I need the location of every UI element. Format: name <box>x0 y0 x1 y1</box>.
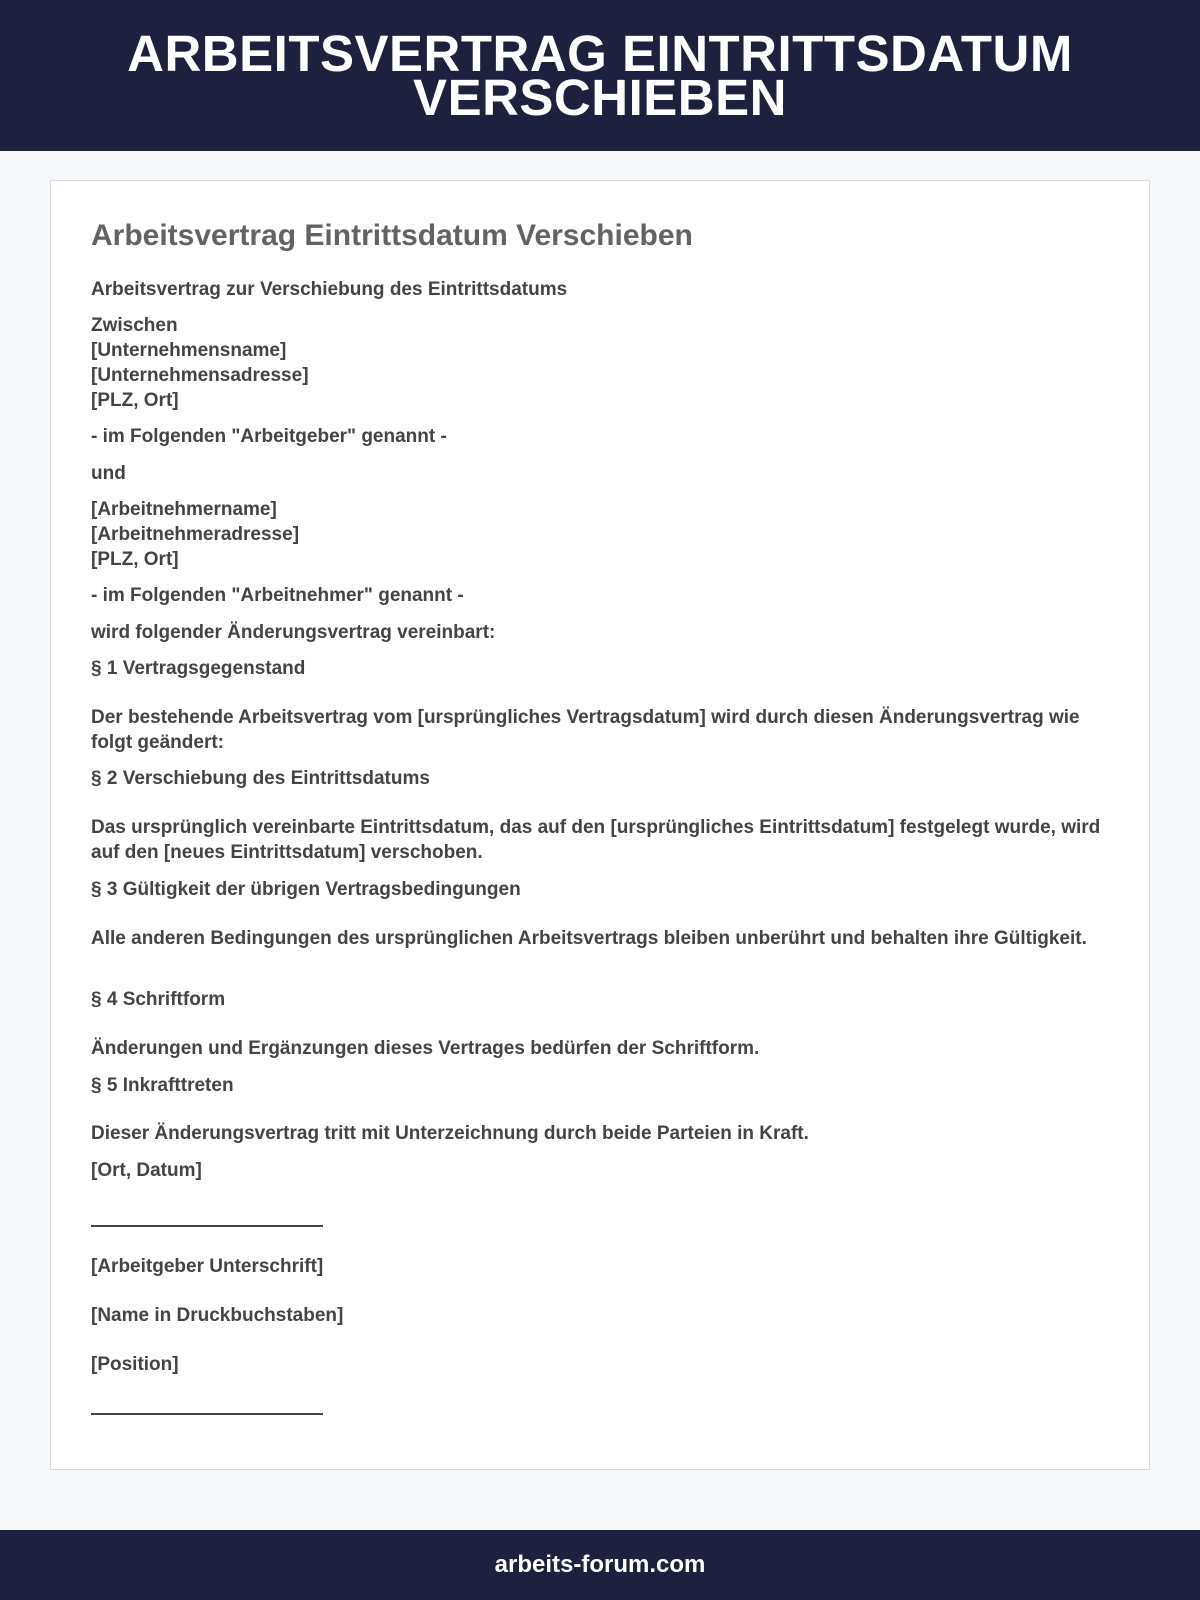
section-1-text: Der bestehende Arbeitsvertrag vom [ursprüngliches Vertragsdatum] wird durch diesen Änderungsvertrag wie folgt geändert: <box>91 707 1080 753</box>
company-name: [Unternehmensname] <box>91 340 287 361</box>
signature-line-bottom <box>91 1413 323 1415</box>
page-header <box>0 0 1200 151</box>
position: [Position] <box>91 1354 179 1375</box>
section-5-heading: § 5 Inkrafttreten <box>91 1075 234 1096</box>
company-address: [Unternehmensadresse] <box>91 365 309 386</box>
employee-note: - im Folgenden "Arbeitnehmer" genannt - <box>91 585 464 606</box>
between-label: Zwischen <box>91 315 178 336</box>
document-subtitle: Arbeitsvertrag zur Verschiebung des Eintrittsdatums <box>91 279 568 300</box>
section-4-text: Änderungen und Ergänzungen dieses Vertrages bedürfen der Schriftform. <box>91 1038 760 1059</box>
company-zip-city: [PLZ, Ort] <box>91 390 179 411</box>
section-2-heading: § 2 Verschiebung des Eintrittsdatums <box>91 768 430 789</box>
agreement-intro: wird folgender Änderungsvertrag vereinbart: <box>91 622 496 643</box>
print-name: [Name in Druckbuchstaben] <box>91 1305 344 1326</box>
document-title: Arbeitsvertrag Eintrittsdatum Verschieben <box>91 219 693 252</box>
employer-signature: [Arbeitgeber Unterschrift] <box>91 1256 324 1277</box>
place-date: [Ort, Datum] <box>91 1160 202 1181</box>
employer-block <box>91 313 1101 413</box>
section-3-text: Alle anderen Bedingungen des ursprünglichen Arbeitsvertrags bleiben unberührt und behalten ihre Gültigkeit. <box>91 928 1087 949</box>
footer-site: arbeits-forum.com <box>494 1551 706 1578</box>
employee-zip-city: [PLZ, Ort] <box>91 549 179 570</box>
section-2-text: Das ursprünglich vereinbarte Eintrittsdatum, das auf den [ursprüngliches Eintrittsdatum] festgelegt wurde, wird auf den [neues Eintrittsdatum] verschoben. <box>91 817 1101 863</box>
section-5-text: Dieser Änderungsvertrag tritt mit Unterzeichnung durch beide Parteien in Kraft. <box>91 1123 809 1144</box>
header-title: ARBEITSVERTRAG EINTRITTSDATUM VERSCHIEBEN <box>127 24 1073 126</box>
document-card <box>50 180 1150 1470</box>
section-3-heading: § 3 Gültigkeit der übrigen Vertragsbedingungen <box>91 879 521 900</box>
and-label: und <box>91 463 126 484</box>
employee-name: [Arbeitnehmername] <box>91 499 277 520</box>
employee-address: [Arbeitnehmeradresse] <box>91 524 300 545</box>
section-1-heading: § 1 Vertragsgegenstand <box>91 658 306 679</box>
employee-block <box>91 497 1101 572</box>
signature-line-top <box>91 1225 323 1227</box>
section-4-heading: § 4 Schriftform <box>91 989 226 1010</box>
employer-note: - im Folgenden "Arbeitgeber" genannt - <box>91 426 447 447</box>
page-footer <box>0 1530 1200 1600</box>
